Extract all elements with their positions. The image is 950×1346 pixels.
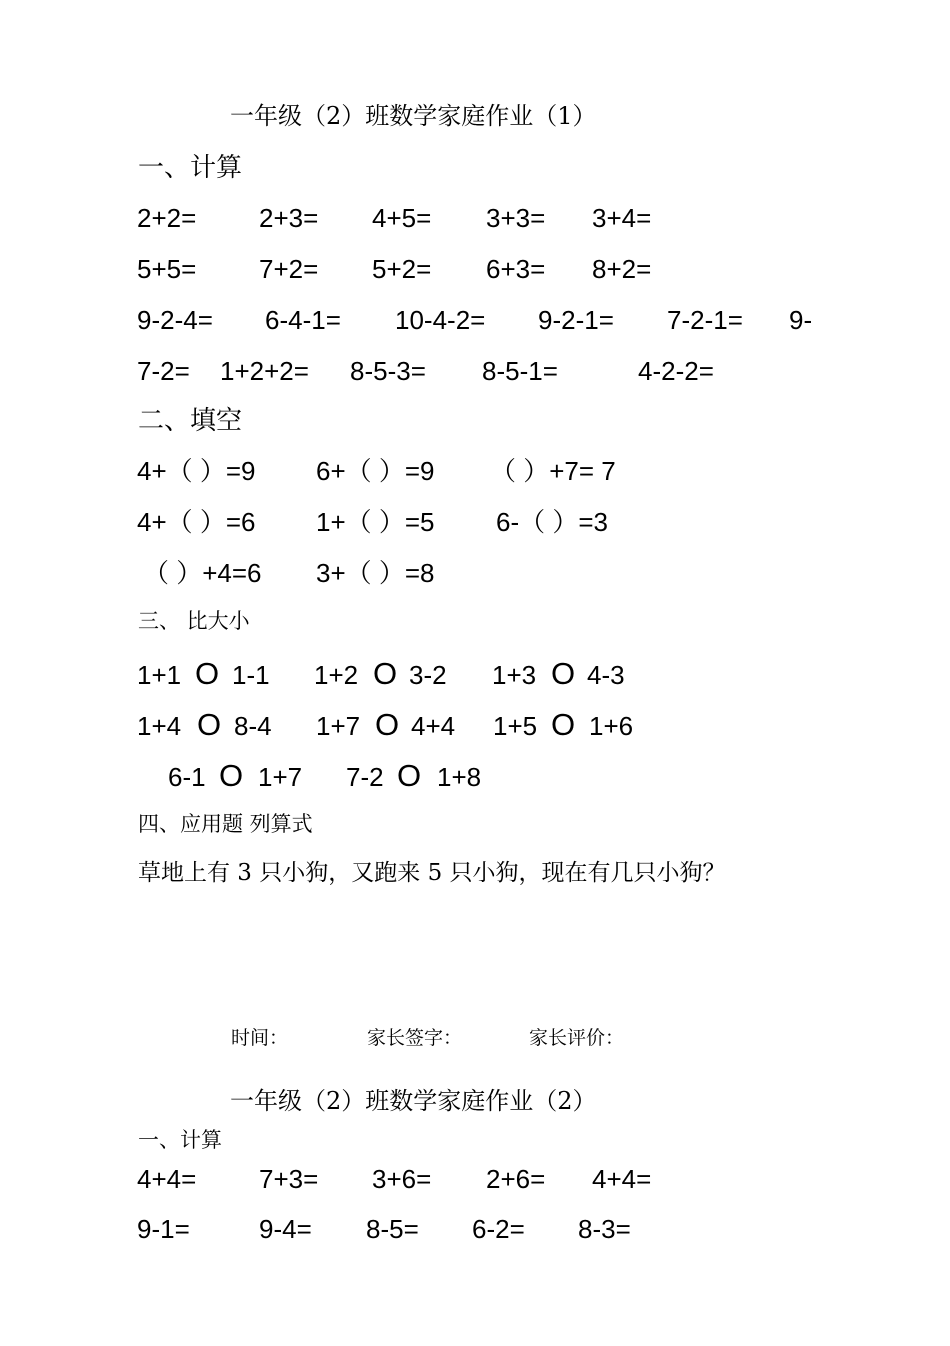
fill-blank-item: 1+（ ）=5 — [316, 507, 435, 537]
equation: 9-4= — [259, 1214, 312, 1244]
equation: 6-4-1= — [265, 305, 341, 335]
equation: 3+4= — [592, 203, 652, 233]
compare-right: 1+8 — [437, 762, 482, 792]
equation: 6+3= — [486, 254, 546, 284]
fill-blank-item: （ ）+4=6 — [143, 558, 262, 588]
word-problem: 草地上有 3 只小狗，又跑来 5 只小狗，现在有几只小狗？ — [138, 860, 726, 886]
equation: 4+4= — [137, 1164, 197, 1194]
compare-circle: O — [551, 707, 576, 742]
equation: 4+4= — [592, 1164, 652, 1194]
equation: 2+2= — [137, 203, 197, 233]
footer-evaluation-label: 家长评价： — [529, 1027, 625, 1049]
equation: 3+6= — [372, 1164, 432, 1194]
equation: 8-5-3= — [350, 356, 426, 386]
compare-left: 7-2 — [346, 762, 384, 792]
compare-left: 6-1 — [168, 762, 206, 792]
fill-blank-item: （ ）+7= 7 — [490, 456, 616, 486]
compare-right: 4-3 — [587, 660, 625, 690]
equation: 9-2-4= — [137, 305, 213, 335]
compare-left: 1+1 — [137, 660, 182, 690]
equation: 8-3= — [578, 1214, 631, 1244]
hw1-sec3-heading: 三、 比大小 — [138, 609, 250, 633]
hw2-title: 一年级（2）班数学家庭作业（2） — [230, 1087, 597, 1115]
compare-circle: O — [195, 656, 220, 691]
compare-right: 1+7 — [258, 762, 303, 792]
fill-blank-item: 4+（ ）=9 — [137, 456, 256, 486]
hw1-sec1-heading: 一、计算 — [138, 153, 243, 183]
compare-left: 1+2 — [314, 660, 359, 690]
equation: 9-2-1= — [538, 305, 614, 335]
equation: 7-2= — [137, 356, 190, 386]
equation: 5+5= — [137, 254, 197, 284]
equation: 5+2= — [372, 254, 432, 284]
equation: 7+3= — [259, 1164, 319, 1194]
compare-right: 8-4 — [234, 711, 272, 741]
compare-left: 1+3 — [492, 660, 537, 690]
equation: 8-5-1= — [482, 356, 558, 386]
compare-circle: O — [551, 656, 576, 691]
fill-blank-item: 6+（ ）=9 — [316, 456, 435, 486]
compare-right: 3-2 — [409, 660, 447, 690]
equation: 4+5= — [372, 203, 432, 233]
equation: 4-2-2= — [638, 356, 714, 386]
hw1-title: 一年级（2）班数学家庭作业（1） — [230, 102, 597, 130]
compare-left: 1+5 — [493, 711, 538, 741]
compare-circle: O — [375, 707, 400, 742]
equation: 10-4-2= — [395, 305, 486, 335]
equation: 3+3= — [486, 203, 546, 233]
compare-left: 1+4 — [137, 711, 182, 741]
compare-right: 1-1 — [232, 660, 270, 690]
compare-circle: O — [197, 707, 222, 742]
equation: 9- — [789, 305, 813, 335]
equation: 1+2+2= — [220, 356, 309, 386]
equation: 2+6= — [486, 1164, 546, 1194]
equation: 7-2-1= — [667, 305, 743, 335]
fill-blank-item: 4+（ ）=6 — [137, 507, 256, 537]
fill-blank-item: 6-（ ）=3 — [496, 507, 608, 537]
compare-left: 1+7 — [316, 711, 361, 741]
equation: 7+2= — [259, 254, 319, 284]
footer-signature-label: 家长签字： — [367, 1027, 463, 1049]
hw2-sec1-heading: 一、计算 — [138, 1128, 222, 1152]
compare-circle: O — [219, 758, 244, 793]
equation: 9-1= — [137, 1214, 190, 1244]
equation: 2+3= — [259, 203, 319, 233]
hw1-sec2-heading: 二、填空 — [138, 406, 243, 436]
equation: 6-2= — [472, 1214, 525, 1244]
hw1-sec4-heading: 四、应用题 列算式 — [138, 812, 313, 836]
compare-right: 1+6 — [589, 711, 634, 741]
compare-circle: O — [397, 758, 422, 793]
equation: 8-5= — [366, 1214, 419, 1244]
footer-time-label: 时间： — [231, 1027, 289, 1049]
compare-circle: O — [373, 656, 398, 691]
compare-right: 4+4 — [411, 711, 456, 741]
fill-blank-item: 3+（ ）=8 — [316, 558, 435, 588]
equation: 8+2= — [592, 254, 652, 284]
